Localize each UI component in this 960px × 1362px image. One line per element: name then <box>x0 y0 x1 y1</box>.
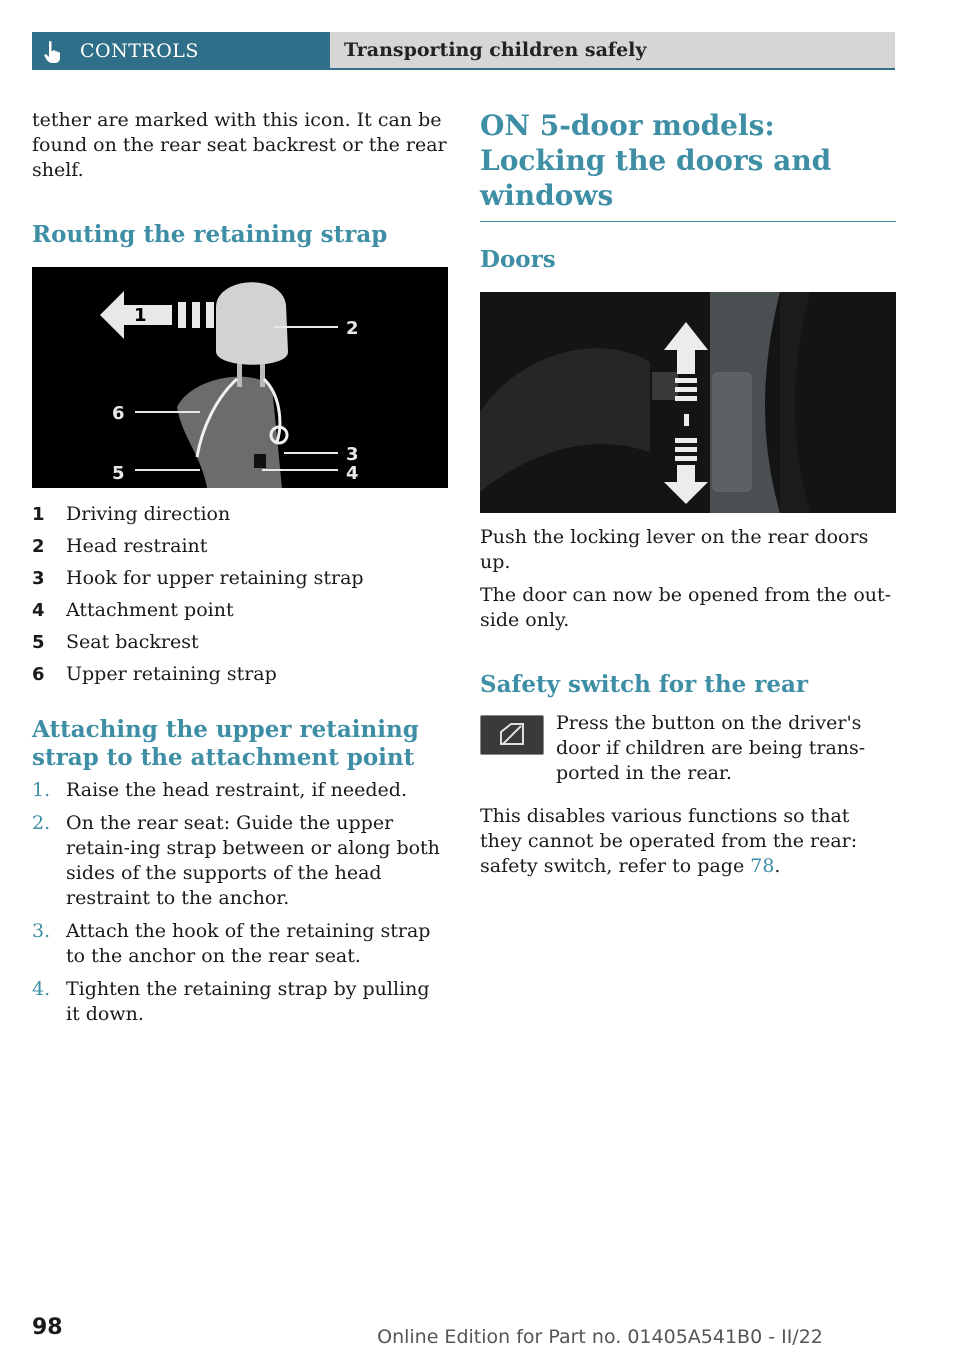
retaining-strap-figure <box>32 267 448 488</box>
heading-attaching: Attaching the upper retaining strap to the attachment point <box>32 716 419 771</box>
heading-doors: Doors <box>480 246 556 273</box>
door-lock-illustration <box>480 292 896 513</box>
footer-edition: Online Edition for Part no. 01405A541B0 - II/22 <box>377 1326 823 1348</box>
legend-item: 4 Attachment point <box>32 599 234 621</box>
step-item: 4. Tighten the retaining strap by pulling it down. <box>32 978 430 1025</box>
doors-paragraph-1: Push the locking lever on the rear doors up. <box>480 526 869 573</box>
retaining-strap-illustration <box>32 267 448 488</box>
callout-3: 3 <box>346 444 359 465</box>
seat-backrest-shape <box>177 377 282 488</box>
callout-4: 4 <box>346 463 359 484</box>
right-column <box>480 108 896 879</box>
section-label: CONTROLS <box>80 40 199 62</box>
legend-item: 1 Driving direction <box>32 503 231 525</box>
door-lock-figure <box>480 292 896 513</box>
window-lock-button-icon <box>480 715 544 755</box>
page-number: 98 <box>32 1315 63 1340</box>
legend-item: 6 Upper retaining strap <box>32 663 277 685</box>
callout-2: 2 <box>346 318 359 339</box>
figure-legend <box>32 502 448 694</box>
legend-item: 5 Seat backrest <box>32 631 199 653</box>
intro-paragraph: tether are marked with this icon. It can be found on the rear seat backrest or the rear shelf. <box>32 109 447 181</box>
callout-1: 1 <box>134 305 147 326</box>
pointing-hand-icon <box>42 40 64 64</box>
page-reference-link[interactable]: 78 <box>750 855 775 877</box>
heading-safety-switch: Safety switch for the rear <box>480 671 808 698</box>
chapter-title: Transporting children safely <box>344 39 647 61</box>
attach-steps <box>32 778 448 1027</box>
lock-lever-icon <box>684 414 689 426</box>
safety-icon-paragraph: Press the button on the driver's door if children are being trans-ported in the rear. <box>556 712 866 784</box>
step-item: 2. On the rear seat: Guide the upper retain-ing strap between or along both sides of the supports of the head restraint to the anchor. <box>32 812 440 909</box>
section-tab[interactable] <box>32 32 330 70</box>
callout-5: 5 <box>112 463 125 484</box>
heading-locking: ON 5-door models: Locking the doors and windows <box>480 109 832 212</box>
step-item: 3. Attach the hook of the retaining strap to the anchor on the rear seat. <box>32 920 431 967</box>
safety-paragraph: This disables various functions so that they cannot be operated from the rear: safety switch, refer to page 78. <box>480 805 858 877</box>
legend-item: 3 Hook for upper retaining strap <box>32 567 364 589</box>
head-restraint-shape <box>216 282 288 364</box>
callout-6: 6 <box>112 403 125 424</box>
legend-item: 2 Head restraint <box>32 535 208 557</box>
chapter-bar <box>330 32 895 70</box>
safety-switch-row <box>480 711 896 786</box>
page-header <box>32 32 895 70</box>
doors-paragraph-2: The door can now be opened from the out-side only. <box>480 584 892 631</box>
step-item: 1. Raise the head restraint, if needed. <box>32 779 407 801</box>
heading-routing: Routing the retaining strap <box>32 221 388 248</box>
left-column <box>32 108 448 1035</box>
